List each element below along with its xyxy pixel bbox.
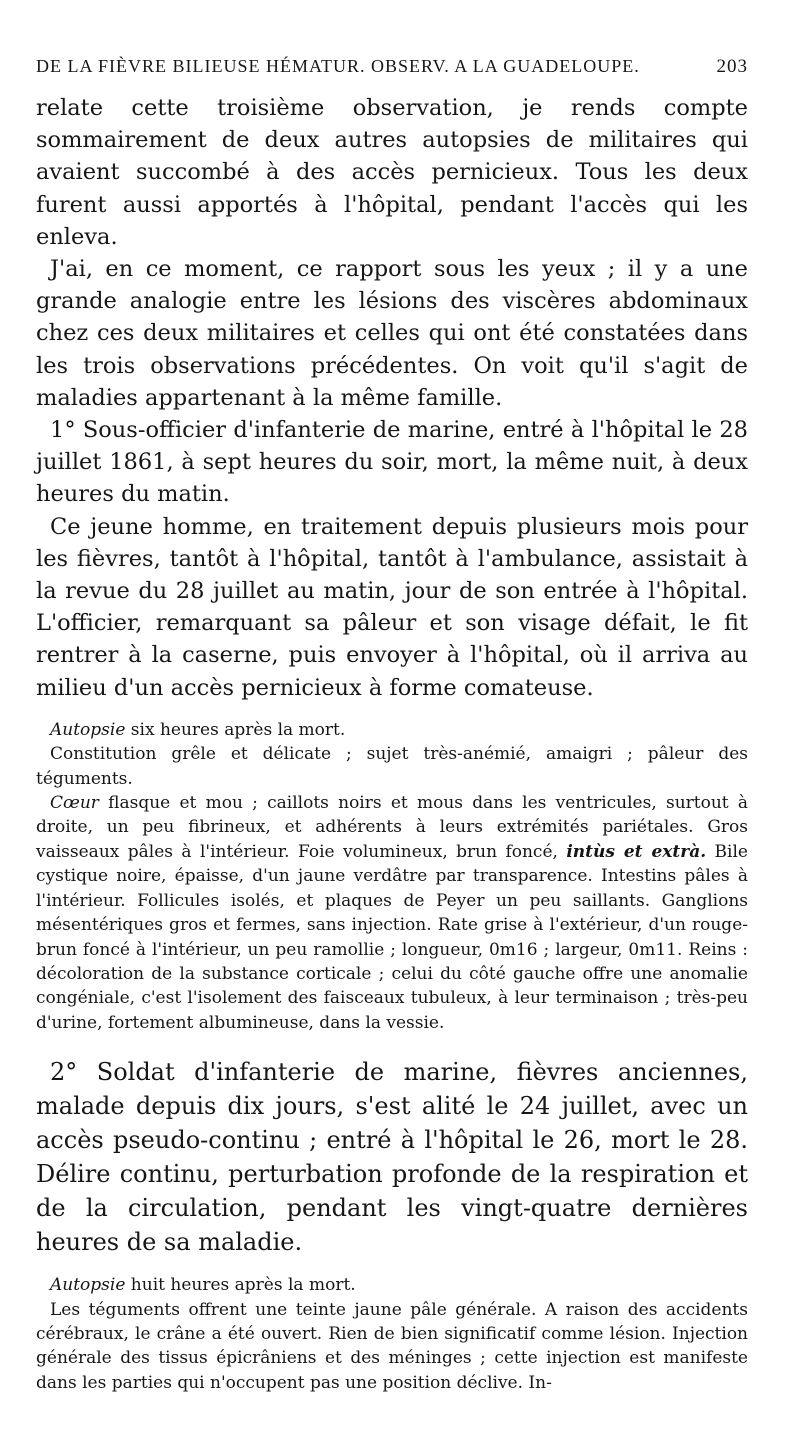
- coeur-label: Cœur: [50, 793, 99, 814]
- intus-extra: intùs et extrà.: [566, 841, 707, 862]
- autopsy-1-block: [36, 718, 748, 1035]
- paragraph-intro: relate cette troisième observation, je rends compte sommairement de deux autres autopsies de militaires qui avaient succombé à des accès pernicieux. Tous les deux furent aussi apportés à l'hôpital, pendant l'accès qui les enleva.: [36, 95, 748, 250]
- autopsy-1-constitution: Constitution grêle et délicate ; sujet très-anémié, amaigri ; pâleur des téguments.: [36, 744, 748, 789]
- autopsy-1-label: Autopsie: [50, 719, 126, 740]
- autopsy-2-block: [36, 1273, 748, 1395]
- paragraph-analogy: J'ai, en ce moment, ce rapport sous les yeux ; il y a une grande analogie entre les lésions des viscères abdominaux chez ces deux militaires et celles qui ont été constatées dans les trois observations précédentes. On voit qu'il s'agit de maladies appartenant à la même famille.: [36, 256, 748, 411]
- findings-text-a: flasque et mou ; caillots noirs et mous dans les ventricules, surtout à droite, un peu fibrineux, et adhérents à leurs extrémités pariétales. Gros vaisseaux pâles à l'intérieur. Foie volumineux, brun foncé,: [36, 793, 748, 862]
- autopsy-2-intro: huit heures après la mort.: [125, 1275, 356, 1296]
- autopsy-2-text: Les téguments offrent une teinte jaune pâle générale. A raison des accidents cérébraux, le crâne a été ouvert. Rien de bien significatif comme lésion. Injection générale des tissus épicrâniens et des méninges ; cette injection est manifeste dans les parties qui n'occupent pas une position déclive. In-: [36, 1299, 748, 1393]
- running-header: [36, 56, 748, 78]
- paragraph-case-1: 1° Sous-officier d'infanterie de marine, entré à l'hôpital le 28 juillet 1861, à sept heures du soir, mort, la même nuit, à deux heures du matin.: [36, 417, 748, 508]
- autopsy-2-label: Autopsie: [50, 1275, 126, 1296]
- paragraph-case-2: 2° Soldat d'infanterie de marine, fièvres anciennes, malade depuis dix jours, s'est alité le 24 juillet, avec un accès pseudo-continu ; entré à l'hôpital le 26, mort le 28. Délire continu, perturbation profonde de la respiration et de la circulation, pendant les vingt-quatre dernières heures de sa maladie.: [36, 1058, 748, 1257]
- findings-text-b: Bile cystique noire, épaisse, d'un jaune verdâtre par transparence. Intestins pâles à l'intérieur. Follicules isolés, et plaques de Peyer un peu saillants. Ganglions mésentériques gros et fermes, sans injection. Rate grise à l'extérieur, d'un rouge-brun foncé à l'intérieur, un peu ramollie ; longueur, 0m16 ; largeur, 0m11. Reins : décoloration de la substance corticale ; celui du côté gauche offre une anomalie congéniale, c'est l'isolement des faisceaux tubuleux, à leur terminaison ; très-peu d'urine, fortement albumineuse, dans la vessie.: [36, 841, 748, 1033]
- running-title: DE LA FIÈVRE BILIEUSE HÉMATUR. OBSERV. A LA GUADELOUPE.: [36, 56, 640, 76]
- autopsy-2-heading: [36, 1273, 748, 1297]
- autopsy-1-heading: [36, 718, 748, 742]
- page-number: 203: [716, 56, 748, 77]
- paragraph-case-1-history: Ce jeune homme, en traitement depuis plusieurs mois pour les fièvres, tantôt à l'hôpital, tantôt à l'ambulance, assistait à la revue du 28 juillet au matin, jour de son entrée à l'hôpital. L'officier, remarquant sa pâleur et son visage défait, le fit rentrer à la caserne, puis envoyer à l'hôpital, où il arriva au milieu d'un accès pernicieux à forme comateuse.: [36, 513, 748, 701]
- autopsy-1-findings: [36, 791, 748, 1035]
- autopsy-1-intro: six heures après la mort.: [125, 719, 346, 740]
